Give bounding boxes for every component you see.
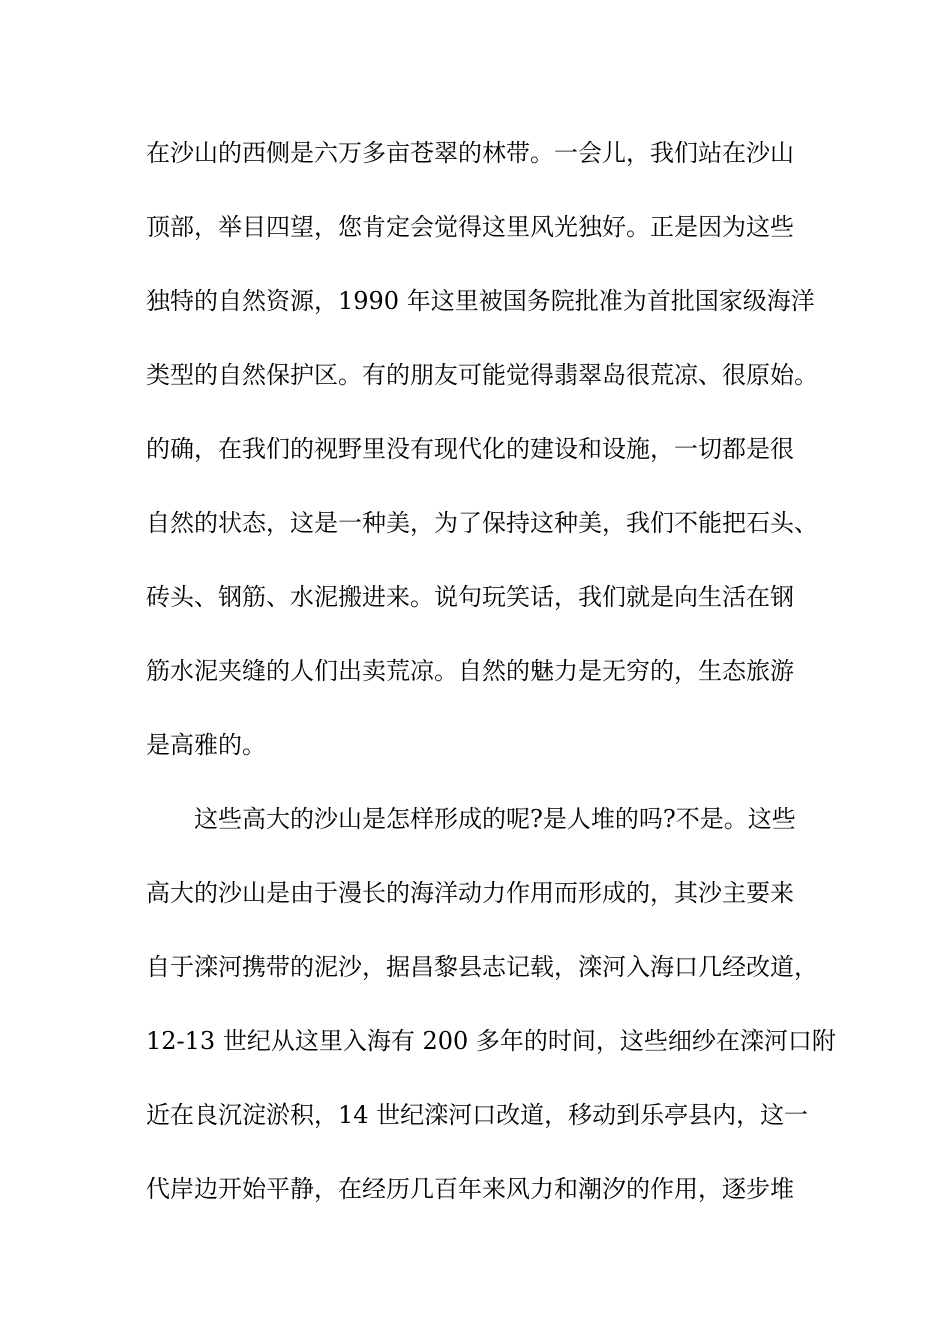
text-line: 的确，在我们的视野里没有现代化的建设和设施，一切都是很 — [146, 435, 794, 463]
text-line: 筋水泥夹缝的人们出卖荒凉。自然的魅力是无穷的，生态旅游 — [146, 657, 794, 685]
text-line: 在沙山的西侧是六万多亩苍翠的林带。一会儿，我们站在沙山 — [146, 139, 794, 167]
body-text — [146, 128, 836, 1238]
text-line: 顶部，举目四望，您肯定会觉得这里风光独好。正是因为这些 — [146, 213, 794, 241]
text-line: 近在良沉淀淤积，14 世纪滦河口改道，移动到乐亭县内，这一 — [146, 1101, 809, 1129]
text-line: 类型的自然保护区。有的朋友可能觉得翡翠岛很荒凉、很原始。 — [146, 361, 818, 389]
text-line: 是高雅的。 — [146, 731, 266, 759]
text-line: 自于滦河携带的泥沙，据昌黎县志记载，滦河入海口几经改道， — [146, 953, 818, 981]
text-line: 独特的自然资源，1990 年这里被国务院批准为首批国家级海洋 — [146, 287, 815, 315]
text-line: 高大的沙山是由于漫长的海洋动力作用而形成的，其沙主要来 — [146, 879, 794, 907]
paragraph-first-line: 这些高大的沙山是怎样形成的呢?是人堆的吗?不是。这些 — [194, 805, 796, 833]
text-line: 12-13 世纪从这里入海有 200 多年的时间，这些细纱在滦河口附 — [146, 1027, 836, 1055]
text-line: 代岸边开始平静，在经历几百年来风力和潮汐的作用，逐步堆 — [146, 1175, 794, 1203]
text-line: 自然的状态，这是一种美，为了保持这种美，我们不能把石头、 — [146, 509, 818, 537]
text-line: 砖头、钢筋、水泥搬进来。说句玩笑话，我们就是向生活在钢 — [146, 583, 794, 611]
